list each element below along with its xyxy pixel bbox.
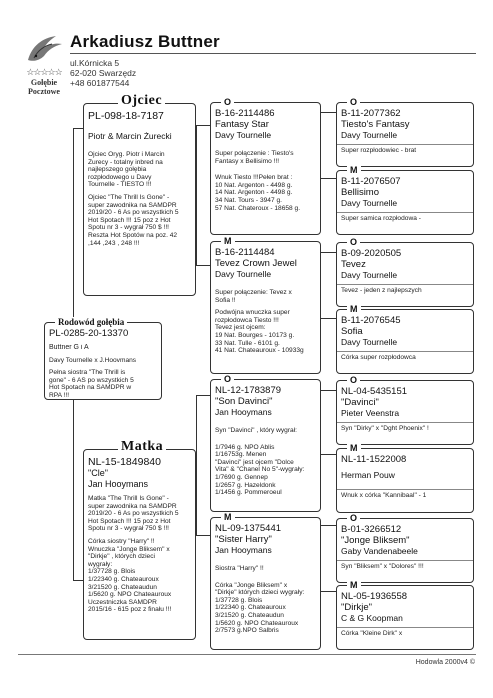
- note: 1/37728 g. Blois: [215, 596, 263, 604]
- ring: B-16-2114486: [215, 108, 275, 119]
- bird-name: Tiesto's Fantasy: [341, 119, 410, 130]
- header-divider: [70, 53, 476, 54]
- mother-note: super zawodnika na SAMDPR: [88, 502, 177, 510]
- mother-note: Wnuczka "Jonge Bliksem" x: [88, 545, 170, 553]
- mother-note: wygrały:: [88, 560, 113, 568]
- breeder: Jan Hooymans: [215, 407, 272, 417]
- note: 1/22340 g. Chateauroux: [215, 604, 286, 612]
- address-street: ul.Kórnicka 5: [70, 58, 120, 68]
- father-note: 2019/20 - 6 As po wszystkich 5: [88, 209, 179, 217]
- father-ring: PL-098-18-7187: [88, 110, 164, 122]
- mother-note: Uczestniczka SAMDPR: [88, 598, 157, 606]
- note: Super rozpłodowiec - brat: [341, 147, 417, 154]
- subject-box[interactable]: [44, 317, 162, 400]
- sex-label: M: [347, 165, 361, 175]
- pigeon-logo-icon: [24, 32, 64, 66]
- father-title: Ojciec: [118, 94, 165, 108]
- note: Syn "Bliksem" x "Dolores" !!!: [341, 563, 424, 570]
- breeder: Pieter Veenstra: [341, 408, 400, 418]
- breeder: Davy Tournelle: [215, 269, 272, 279]
- pedigree-box-mfm[interactable]: [336, 443, 474, 513]
- ring: B-16-2114484: [215, 247, 275, 258]
- sex-label: M: [221, 236, 235, 246]
- father-note: Tournelle - TIESTO !!!: [88, 181, 152, 189]
- breeder: Jan Hooymans: [215, 545, 272, 555]
- breeder: Davy Tournelle: [341, 198, 398, 208]
- note: Super samica rozpłodowa -: [341, 215, 421, 222]
- pedigree-box-fm[interactable]: [210, 236, 321, 374]
- mother-note: Matka "The Thrill Is Gone" -: [88, 495, 169, 502]
- ring: NL-04-5435151: [341, 386, 408, 397]
- subject-title: Rodowód gołębia: [55, 317, 127, 327]
- note: 1/7946 g. NPO Ablis: [215, 443, 275, 451]
- note: 1/1456 g. Pommeroeul: [215, 489, 282, 497]
- note: Podwójna wnuczka super: [215, 309, 290, 317]
- mother-note: 2019/20 - 6 As po wszystkich 5: [88, 510, 179, 518]
- sex-label: O: [347, 375, 360, 385]
- father-note: ,144 ,243 , 248 !!!: [88, 239, 140, 247]
- note: 2/7573 g.NPO Salbris: [215, 627, 279, 635]
- pedigree-box-fmf[interactable]: [336, 237, 474, 307]
- connector: [196, 395, 210, 396]
- pedigree-box-mf[interactable]: [210, 374, 321, 512]
- mother-note: Hot Spotach !!! 15 poz z Hot: [88, 517, 171, 525]
- ring: B-11-2077362: [341, 108, 401, 119]
- bird-name: "Sister Harry": [215, 534, 272, 545]
- sex-label: O: [221, 374, 234, 384]
- father-note: Spotu nr 3 - wygrał 750 $ !!!: [88, 224, 169, 232]
- note: Syn "Dirky" x "Dght Phoenix" !: [341, 425, 429, 432]
- mother-title: Matka: [118, 440, 166, 454]
- note: Super połączenie: Tevez x: [215, 289, 292, 296]
- sex-label: M: [347, 443, 361, 453]
- note: Vita" & "Chanel No 5"-wygrały:: [215, 466, 305, 474]
- connector: [196, 125, 210, 126]
- bird-name: Sofia: [341, 326, 363, 337]
- ring: B-09-2020505: [341, 248, 402, 259]
- note: Córka "Jonge Bliksem" x: [215, 581, 288, 589]
- subject-note: Hot Spotach na SAMDPR w: [49, 384, 132, 392]
- note: 10 Nat. Argenton - 4498 g.: [215, 181, 293, 189]
- connector: [320, 454, 336, 455]
- ring: B-11-2076545: [341, 315, 401, 326]
- subject-note: gone" - 6 AS po wszystkich 5: [49, 376, 134, 384]
- sex-label: O: [347, 237, 360, 247]
- breeder: Davy Tournelle: [341, 130, 398, 140]
- note: 14 Nat. Argenton - 4498 g.: [215, 189, 293, 197]
- ring: NL-09-1375441: [215, 523, 282, 534]
- owner-name: Arkadiusz Buttner: [70, 32, 220, 51]
- note: rozpłodowca Tiesto !!!: [215, 316, 279, 324]
- mother-name: "Cle": [88, 468, 108, 478]
- note: Córka super rozpłodowca: [341, 354, 416, 361]
- pedigree-box-mmm[interactable]: [336, 580, 474, 650]
- address-city: 62-020 Swarzędz: [70, 68, 137, 78]
- note: Tevez - jeden z najlepszych: [341, 287, 422, 294]
- ring: NL-11-1522008: [341, 454, 407, 465]
- bird-name: "Davinci": [341, 397, 379, 408]
- breeder: Davy Tournelle: [341, 337, 398, 347]
- logo-text-2: Pocztowe: [28, 87, 60, 96]
- bird-name: Fantasy Star: [215, 119, 269, 130]
- connector: [320, 390, 336, 391]
- bird-name: Bellisimo: [341, 187, 380, 198]
- mother-note: 3/21520 g. Chateaudun: [88, 583, 157, 591]
- footer-credit: Hodowla 2000v4 ©: [415, 659, 475, 666]
- note: 3/21520 g. Chateaudun: [215, 611, 284, 619]
- pedigree-box-ffm[interactable]: [336, 165, 474, 235]
- logo-text-1: Gołębie: [30, 78, 58, 87]
- connector: [196, 535, 210, 536]
- pedigree-box-mmf[interactable]: [336, 513, 474, 583]
- subject-note: RPA !!!: [49, 391, 70, 399]
- bird-name: Tevez: [341, 259, 366, 270]
- bird-name: "Son Davinci": [215, 396, 273, 407]
- note: 1/2657 g. Hazeldonk: [215, 481, 276, 489]
- father-note: Ojciec "The Thrill Is Gone" -: [88, 193, 170, 201]
- connector: [320, 591, 336, 592]
- sex-label: M: [347, 304, 361, 314]
- bird-name: Tevez Crown Jewel: [215, 258, 297, 269]
- connector: [73, 128, 83, 129]
- ring: B-11-2076507: [341, 176, 401, 187]
- sex-label: M: [347, 580, 361, 590]
- father-note: Reszta Hot Spotów na poz. 42: [88, 231, 178, 239]
- note: Fantasy x Bellisimo !!!: [215, 157, 280, 165]
- subject-ring: PL-0285-20-13370: [49, 328, 129, 339]
- note: Siostra "Harry" !!: [215, 565, 264, 572]
- footer-divider: [18, 654, 476, 655]
- logo: [18, 32, 70, 96]
- mother-note: 1/37728 g. Blois: [88, 568, 136, 576]
- note: 1/7690 g. Gennep: [215, 473, 268, 481]
- bird-name: "Jonge Bliksem": [341, 535, 410, 546]
- father-note: Ojciec Oryg. Piotr i Marcin: [88, 151, 165, 158]
- note: Wnuk x córka "Kannibaal" - 1: [341, 492, 427, 499]
- note: 41 Nat. Chateauroux - 10933g: [215, 347, 304, 355]
- mother-note: Spotu nr 3 - wygrał 750 $ !!!: [88, 525, 169, 533]
- father-note: Żurecy - totalny inbred na: [88, 158, 163, 166]
- note: Syn "Davinci" , który wygrał:: [215, 427, 297, 434]
- mother-note: Córka siostry "Harry" !!: [88, 537, 155, 545]
- connector: [320, 178, 336, 179]
- mother-note: 1/22340 g. Chateauroux: [88, 575, 159, 583]
- note: 19 Nat. Bourges - 10173 g.: [215, 331, 295, 339]
- connector: [73, 400, 74, 580]
- logo-stars: ☆☆☆☆☆: [26, 67, 62, 77]
- address-phone: +48 601877544: [70, 78, 130, 88]
- note: 34 Nat. Tours - 3947 g.: [215, 196, 282, 204]
- note: 57 Nat. Chateroux - 18658 g.: [215, 204, 301, 212]
- breeder: Davy Tournelle: [341, 270, 398, 280]
- pedigree-box-fff[interactable]: [336, 97, 474, 167]
- breeder: Herman Pouw: [341, 470, 395, 480]
- sex-label: O: [347, 513, 360, 523]
- subject-parents: Davy Tournelle x J.Hoovmans: [49, 356, 137, 364]
- pedigree-box-ff[interactable]: [210, 97, 321, 235]
- connector: [196, 395, 197, 535]
- sex-label: M: [221, 512, 235, 522]
- pedigree-box-mm[interactable]: [210, 512, 321, 650]
- connector: [73, 128, 74, 324]
- connector: [320, 112, 336, 113]
- pedigree-box-mff[interactable]: [336, 375, 474, 445]
- ring: NL-05-1936558: [341, 591, 408, 602]
- note: Super połączenie : Tiesto's: [215, 150, 294, 157]
- note: "Davinci" jest ojcem "Dolce: [215, 458, 294, 466]
- mother-note: 2015/16 - 615 poz z finału !!!: [88, 606, 172, 614]
- note: Sofia !!: [215, 296, 236, 304]
- connector: [196, 265, 210, 266]
- father-note: rozpłodowego u Davy: [88, 173, 152, 181]
- mother-breeder: Jan Hooymans: [88, 479, 149, 489]
- breeder: C & G Koopman: [341, 613, 403, 623]
- note: Wnuk Tiesto !!!Pełen brat :: [215, 174, 293, 182]
- connector: [196, 125, 197, 265]
- subject-note: Pełna siostra "The Thrill is: [49, 369, 126, 377]
- note: Tevez jest ojcem:: [215, 324, 266, 332]
- father-note: Hot Spotach !!! 15 poz z Hot: [88, 216, 171, 224]
- mother-note: "Dirkje" , których dzieci: [88, 553, 155, 561]
- bird-name: "Dirkje": [341, 602, 373, 613]
- mother-box[interactable]: [83, 439, 196, 640]
- father-breeder: Piotr & Marcin Żurecki: [88, 131, 172, 141]
- father-note: super zawodnika na SAMDPR: [88, 201, 177, 209]
- breeder: Davy Tournelle: [215, 130, 272, 140]
- connector: [320, 318, 336, 319]
- father-note: najlepszego gołębia: [88, 166, 147, 174]
- subject-owner: Buttner G i A: [49, 344, 89, 351]
- note: Córka "Kleine Dirk" x: [341, 630, 403, 637]
- mother-ring: NL-15-1849840: [88, 456, 161, 468]
- connector: [73, 580, 83, 581]
- sex-label: O: [347, 97, 360, 107]
- note: 1/5620 g. NPO Chateauroux: [215, 619, 299, 627]
- connector: [320, 525, 336, 526]
- note: 33 Nat. Tulle - 6101 g.: [215, 339, 280, 347]
- breeder: Gaby Vandenabeele: [341, 546, 418, 556]
- note: "Dirkje" których dzieci wygrały:: [215, 589, 305, 597]
- pedigree-box-fmm[interactable]: [336, 304, 474, 374]
- father-box[interactable]: [83, 93, 196, 296]
- ring: NL-12-1783879: [215, 385, 282, 396]
- sex-label: O: [221, 97, 234, 107]
- ring: B-01-3266512: [341, 524, 402, 535]
- mother-note: 1/5620 g. NPO Chateauroux: [88, 591, 172, 599]
- connector: [320, 252, 336, 253]
- note: 1/16753g. Menen: [215, 451, 267, 459]
